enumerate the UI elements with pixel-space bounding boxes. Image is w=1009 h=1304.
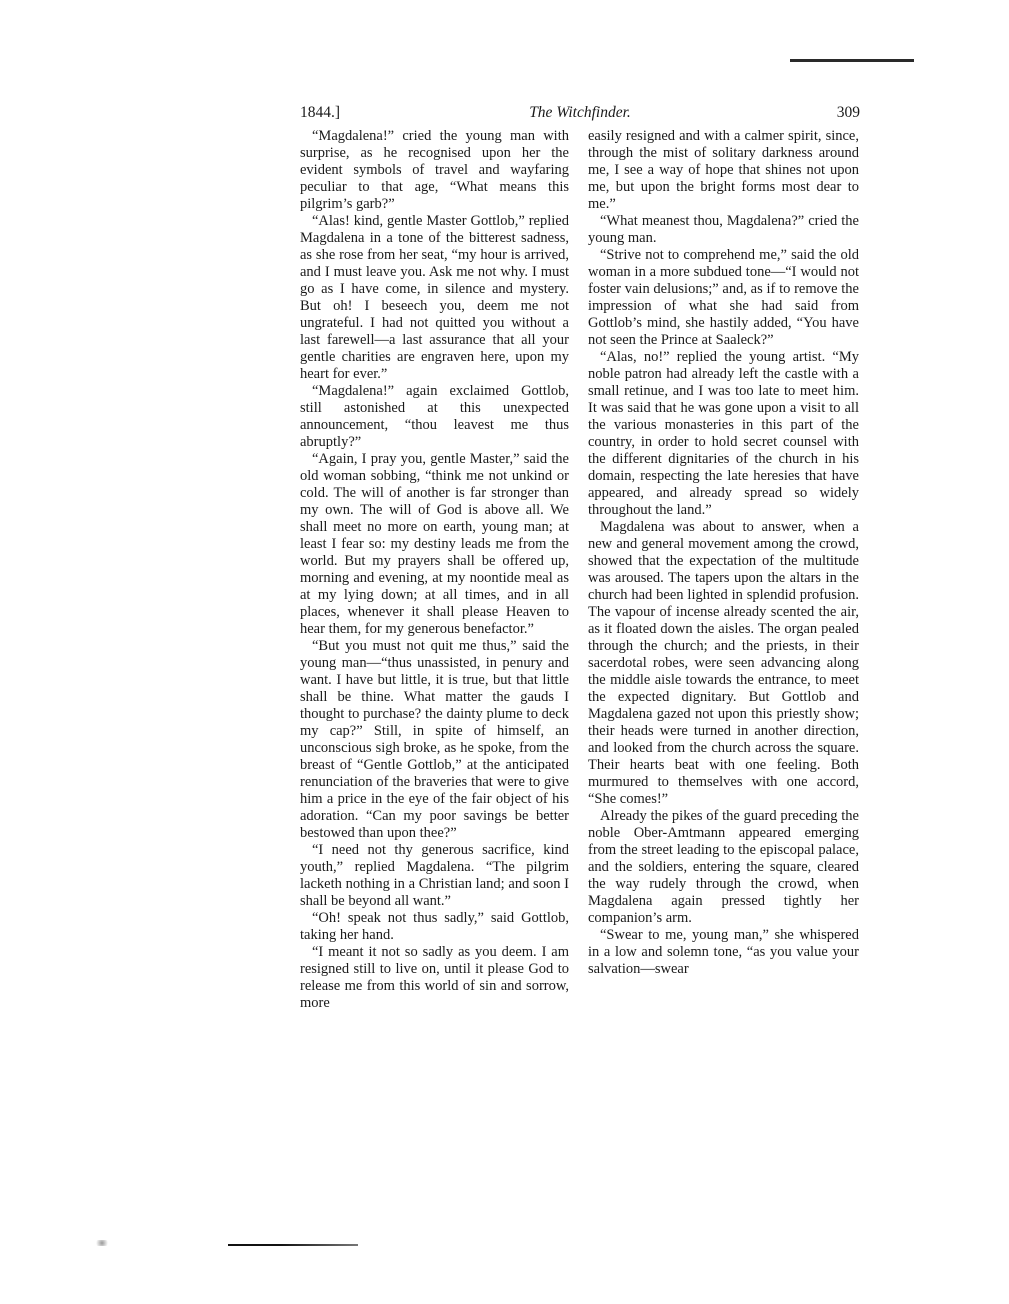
header-title: The Witchfinder.	[529, 104, 631, 121]
scan-speck	[94, 1240, 110, 1246]
paragraph: “Alas, no!” replied the young artist. “My noble patron had already left the castle with a small retinue, and I was too late to meet him. It was said that he was gone upon a visit to all the various monasteries in this part of the country, in order to hold secret counsel with the different dignitaries of the church in his domain, respecting the late heresies that have appeared, and already spread so widely throughout the land.”	[588, 349, 859, 518]
right-column	[588, 128, 859, 1148]
paragraph: “I need not thy generous sacrifice, kind youth,” replied Magdalena. “The pilgrim lacketh nothing in a Christian land; and soon I shall be beyond all want.”	[300, 842, 569, 909]
left-column	[300, 128, 569, 1148]
paragraph: “Oh! speak not thus sadly,” said Gottlob, taking her hand.	[300, 910, 569, 943]
paragraph: “I meant it not so sadly as you deem. I am resigned still to live on, until it please God to release me from this world of sin and sorrow, more	[300, 944, 569, 1011]
paragraph: “Magdalena!” cried the young man with surprise, as he recognised upon her the evident symbols of travel and wayfaring peculiar to that age, “What means this pilgrim’s garb?”	[300, 128, 569, 212]
paragraph: easily resigned and with a calmer spirit, since, through the mist of solitary darkness around me, I see a way of hope that shines not upon me, but upon the bright forms most dear to me.”	[588, 128, 859, 212]
paragraph: “But you must not quit me thus,” said the young man—“thus unassisted, in penury and want. I have but little, it is true, but that little shall be thine. What matter the gauds I thought to purchase? the dainty plume to deck my cap?” Still, in spite of himself, an unconscious sigh broke, as he spoke, from the breast of “Gentle Gottlob,” at the anticipated renunciation of the braveries that were to give him a price in the eye of the fair object of his adoration. “Can my poor savings be better bestowed than upon thee?”	[300, 638, 569, 841]
paragraph: Magdalena was about to answer, when a new and general movement among the crowd, showed that the expectation of the multitude was aroused. The tapers upon the altars in the church had been lighted in splendid profusion. The vapour of incense already scented the air, as it floated down the aisles. The organ pealed through the church; and the priests, in their sacerdotal robes, were seen advancing along the middle aisle towards the entrance, to meet the expected dignitary. But Gottlob and Magdalena gazed not upon this priestly show; their heads were turned in another direction, and looked from the church across the square. Their hearts beat with one feeling. Both murmured to themselves with one accord, “She comes!”	[588, 519, 859, 807]
paragraph: “Alas! kind, gentle Master Gottlob,” replied Magdalena in a tone of the bitterest sadness, as she rose from her seat, “my hour is arrived, and I must leave you. Ask me not why. I must go as I have come, in silence and mystery. But oh! I beseech you, deem me not ungrateful. I had not quitted you without a last farewell—a last assurance that all your gentle charities are engraven here, upon my heart for ever.”	[300, 213, 569, 382]
scan-edge-mark-bottom	[228, 1244, 358, 1246]
paragraph: “Strive not to comprehend me,” said the old woman in a more subdued tone—“I would not foster vain delusions;” and, as if to remove the impression of what she had said from Gottlob’s mind, she hastily added, “You have not seen the Prince at Saaleck?”	[588, 247, 859, 348]
running-header	[300, 104, 860, 126]
paragraph: “What meanest thou, Magdalena?” cried the young man.	[588, 213, 859, 246]
page-number: 309	[836, 104, 860, 121]
paragraph: “Again, I pray you, gentle Master,” said the old woman sobbing, “think me not unkind or cold. The will of another is far stronger than my own. The will of God is above all. We shall meet no more on earth, young man; at least I fear so: my destiny leads me from the world. But my prayers shall be offered up, morning and evening, at my noontide meal as at my lying down; at all times, and in all places, whenever it shall please Heaven to hear them, for my generous benefactor.”	[300, 451, 569, 637]
header-year: 1844.]	[300, 104, 341, 121]
paragraph: “Swear to me, young man,” she whispered in a low and solemn tone, “as you value your salvation—swear	[588, 927, 859, 977]
paragraph: Already the pikes of the guard preceding the noble Ober-Amtmann appeared emerging from the street leading to the episcopal palace, and the soldiers, entering the square, cleared the way rudely through the crowd, when Magdalena again pressed tightly her companion’s arm.	[588, 808, 859, 926]
paragraph: “Magdalena!” again exclaimed Gottlob, still astonished at this unexpected announcement, “thou leavest me thus abruptly?”	[300, 383, 569, 450]
scan-edge-mark-top	[790, 59, 914, 62]
